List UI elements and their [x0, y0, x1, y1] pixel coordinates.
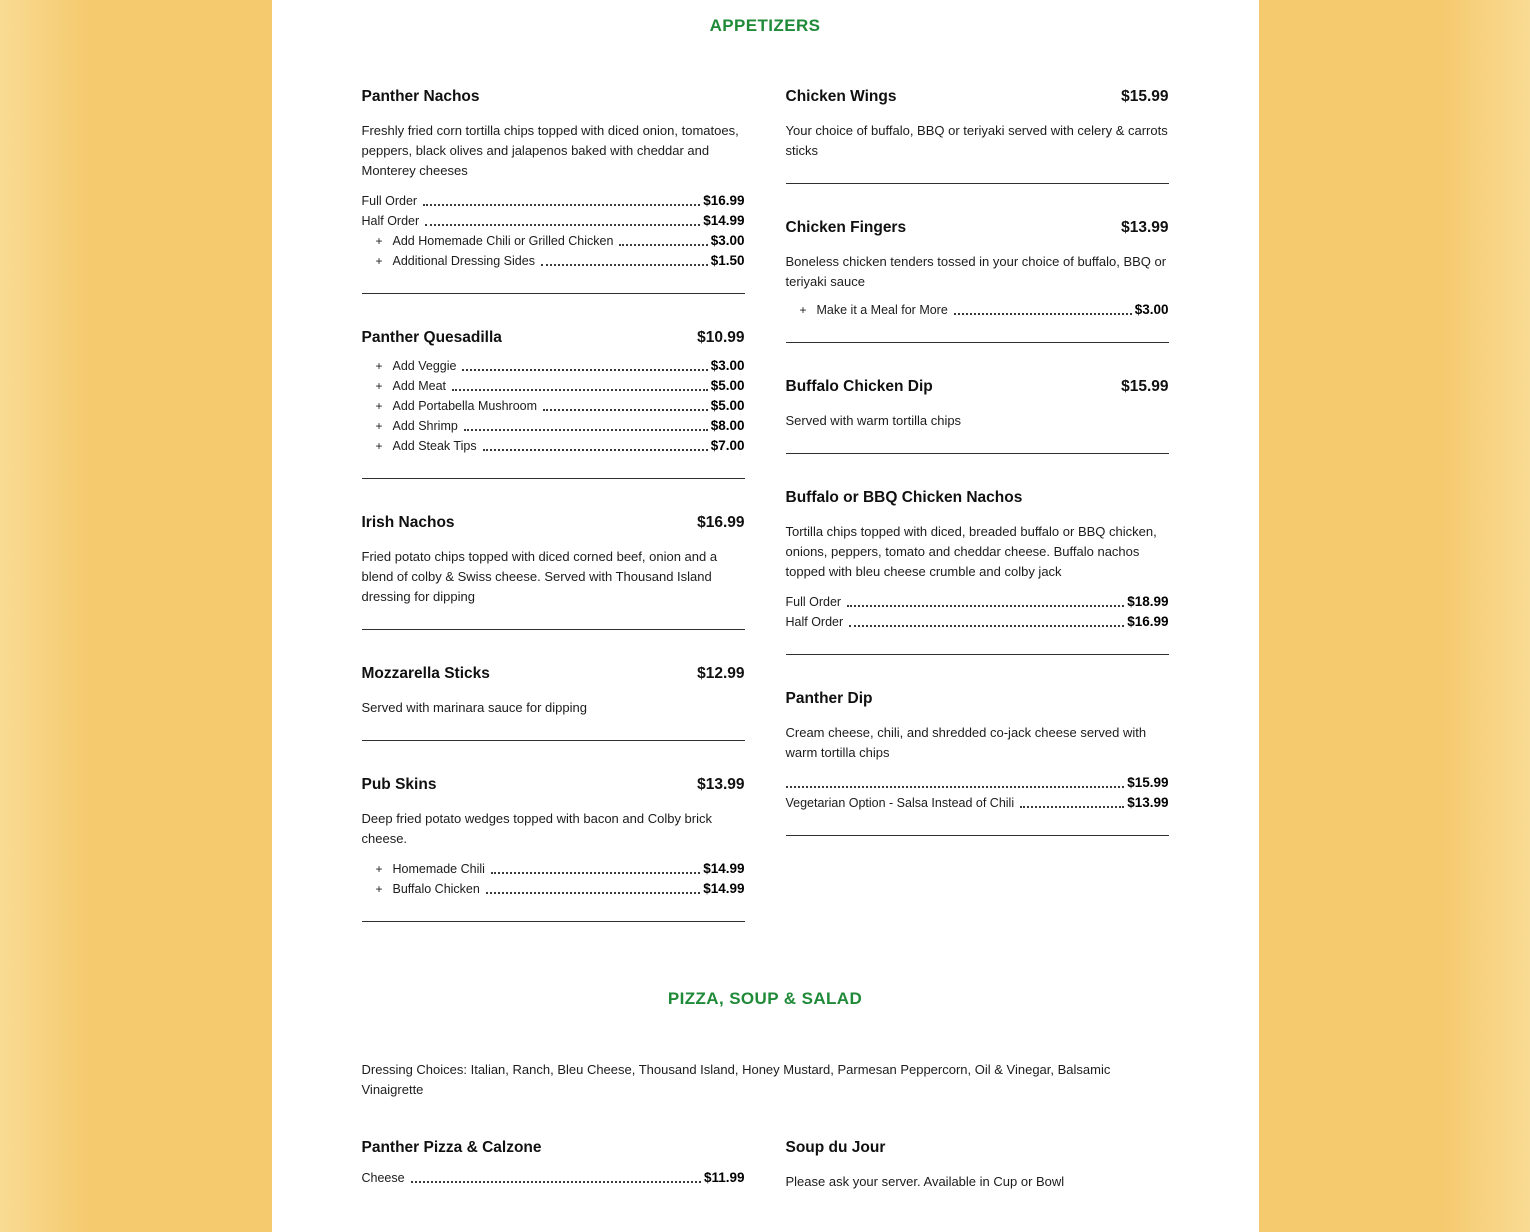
divider: [362, 478, 745, 479]
item-name: Chicken Fingers: [785, 219, 907, 236]
section-title-pizza-soup-salad: PIZZA, SOUP & SALAD: [667, 989, 863, 1008]
option-price: $14.99: [703, 881, 745, 896]
option-row: [362, 879, 745, 899]
option-label: Add Veggie: [392, 359, 457, 373]
dot-leader: [452, 389, 708, 391]
option-price: $3.00: [710, 358, 745, 373]
item-description: Your choice of buffalo, BBQ or teriyaki served with celery & carrots sticks: [785, 123, 1168, 158]
option-label: Buffalo Chicken: [392, 882, 480, 896]
dot-leader: [541, 264, 708, 266]
option-label: Add Shrimp: [392, 419, 458, 433]
divider: [786, 835, 1169, 836]
option-price: $15.99: [1127, 775, 1169, 790]
item-price: $15.99: [1121, 88, 1169, 105]
option-price: $16.99: [1127, 614, 1169, 629]
dot-leader: [847, 605, 1124, 607]
appetizers-columns: [362, 87, 1169, 922]
option-price: $3.00: [710, 233, 745, 248]
option-price: $7.00: [710, 438, 745, 453]
option-row: [786, 793, 1169, 813]
item-options: [786, 592, 1169, 632]
option-price: $18.99: [1127, 594, 1169, 609]
divider: [786, 654, 1169, 655]
option-label: Additional Dressing Sides: [392, 254, 535, 268]
dot-leader: [849, 625, 1124, 627]
item-header: [362, 775, 745, 795]
item-price: $15.99: [1121, 378, 1169, 395]
section-title-appetizers: APPETIZERS: [709, 16, 821, 35]
menu-item-panther-pizza-calzone: [362, 1138, 745, 1188]
dot-leader: [1020, 806, 1124, 808]
dot-leader: [954, 313, 1132, 315]
option-row: [362, 436, 745, 456]
plus-icon: +: [375, 379, 383, 393]
dot-leader: [423, 204, 700, 206]
option-price: $16.99: [703, 193, 745, 208]
pizza-right-column: [786, 1138, 1169, 1192]
dressing-choices-note: Dressing Choices: Italian, Ranch, Bleu Cheese, Thousand Island, Honey Mustard, Parmesan Peppercorn, Oil & Vinegar, Balsamic Vinaigrette: [361, 1062, 1111, 1097]
item-header: [362, 328, 745, 348]
plus-icon: +: [375, 399, 383, 413]
item-price: $13.99: [697, 776, 745, 793]
option-label: Add Steak Tips: [392, 439, 477, 453]
item-description: Tortilla chips topped with diced, breaded buffalo or BBQ chicken, onions, peppers, tomato and cheddar cheese. Buffalo nachos topped with bleu cheese crumble and colby jack: [785, 524, 1157, 579]
item-name: Buffalo Chicken Dip: [785, 378, 933, 395]
option-row: [362, 231, 745, 251]
item-options: [362, 356, 745, 456]
option-label: Homemade Chili: [392, 862, 485, 876]
dot-leader: [619, 244, 707, 246]
option-row: [786, 773, 1169, 793]
dot-leader: [491, 872, 700, 874]
item-name: Mozzarella Sticks: [361, 665, 490, 682]
option-label: Full Order: [785, 595, 842, 609]
option-row: [362, 396, 745, 416]
menu-item-chicken-fingers: [786, 218, 1169, 343]
plus-icon: +: [375, 359, 383, 373]
pizza-columns: [362, 1138, 1169, 1192]
plus-icon: +: [375, 419, 383, 433]
option-price: $14.99: [703, 213, 745, 228]
option-label: Vegetarian Option - Salsa Instead of Chili: [785, 796, 1015, 810]
section-appetizers: [362, 0, 1169, 922]
dot-leader: [425, 224, 700, 226]
menu-item-panther-quesadilla: [362, 328, 745, 479]
item-name: Pub Skins: [361, 776, 437, 793]
option-price: $1.50: [710, 253, 745, 268]
appetizers-right-column: [786, 87, 1169, 836]
option-price: $11.99: [703, 1170, 745, 1185]
divider: [786, 183, 1169, 184]
item-name: Panther Nachos: [361, 88, 480, 105]
plus-icon: +: [375, 862, 383, 876]
item-header: [786, 1138, 1169, 1158]
option-row: [362, 191, 745, 211]
menu-item-buffalo-chicken-dip: [786, 377, 1169, 454]
option-row: [786, 612, 1169, 632]
option-row: [786, 300, 1169, 320]
item-name: Panther Quesadilla: [361, 329, 502, 346]
item-description: Please ask your server. Available in Cup or Bowl: [785, 1174, 1065, 1189]
dot-leader: [786, 786, 1125, 788]
option-label: Add Portabella Mushroom: [392, 399, 538, 413]
item-price: $12.99: [697, 665, 745, 682]
pizza-left-column: [362, 1138, 745, 1188]
item-price: $16.99: [697, 514, 745, 531]
divider: [362, 740, 745, 741]
item-header: [362, 1138, 745, 1158]
divider: [362, 921, 745, 922]
menu-item-buffalo-bbq-chicken-nachos: [786, 488, 1169, 655]
item-header: [786, 218, 1169, 238]
plus-icon: +: [375, 439, 383, 453]
item-options: [786, 300, 1169, 320]
dot-leader: [483, 449, 708, 451]
item-name: Soup du Jour: [785, 1139, 886, 1156]
menu-page: [272, 0, 1259, 1232]
option-label: Make it a Meal for More: [816, 303, 948, 317]
item-header: [786, 377, 1169, 397]
item-header: [362, 87, 745, 107]
menu-item-pub-skins: [362, 775, 745, 922]
item-name: Irish Nachos: [361, 514, 455, 531]
dot-leader: [411, 1181, 701, 1183]
item-options: [786, 773, 1169, 813]
plus-icon: +: [375, 254, 383, 268]
plus-icon: +: [375, 882, 383, 896]
option-price: $5.00: [710, 378, 745, 393]
menu-item-chicken-wings: [786, 87, 1169, 184]
option-label: Add Homemade Chili or Grilled Chicken: [392, 234, 614, 248]
item-description: Served with marinara sauce for dipping: [361, 700, 587, 715]
menu-item-mozzarella-sticks: [362, 664, 745, 741]
divider: [362, 293, 745, 294]
dot-leader: [464, 429, 708, 431]
item-description: Boneless chicken tenders tossed in your choice of buffalo, BBQ or teriyaki sauce: [785, 254, 1167, 289]
section-pizza-soup-salad: [362, 990, 1169, 1192]
appetizers-left-column: [362, 87, 745, 922]
option-row: [362, 211, 745, 231]
option-price: $5.00: [710, 398, 745, 413]
menu-item-soup-du-jour: [786, 1138, 1169, 1192]
option-label: Add Meat: [392, 379, 447, 393]
item-price: $10.99: [697, 329, 745, 346]
item-description: Cream cheese, chili, and shredded co-jack cheese served with warm tortilla chips: [785, 725, 1147, 760]
item-price: $13.99: [1121, 219, 1169, 236]
option-price: $8.00: [710, 418, 745, 433]
divider: [786, 342, 1169, 343]
item-header: [362, 513, 745, 533]
option-row: [362, 1168, 745, 1188]
option-row: [362, 356, 745, 376]
dot-leader: [543, 409, 708, 411]
menu-item-irish-nachos: [362, 513, 745, 630]
option-label: Cheese: [361, 1171, 405, 1185]
option-row: [362, 416, 745, 436]
item-options: [362, 191, 745, 271]
option-row: [362, 859, 745, 879]
menu-item-panther-dip: [786, 689, 1169, 836]
item-header: [786, 689, 1169, 709]
item-options: [362, 1168, 745, 1188]
option-price: $3.00: [1134, 302, 1169, 317]
dot-leader: [462, 369, 707, 371]
option-row: [786, 592, 1169, 612]
option-price: $14.99: [703, 861, 745, 876]
plus-icon: +: [375, 234, 383, 248]
option-row: [362, 251, 745, 271]
item-header: [786, 87, 1169, 107]
item-description: Served with warm tortilla chips: [785, 413, 962, 428]
item-header: [362, 664, 745, 684]
item-name: Buffalo or BBQ Chicken Nachos: [785, 489, 1023, 506]
option-row: [362, 376, 745, 396]
option-label: Half Order: [361, 214, 420, 228]
dot-leader: [486, 892, 700, 894]
item-header: [786, 488, 1169, 508]
item-name: Chicken Wings: [785, 88, 897, 105]
option-price: $13.99: [1127, 795, 1169, 810]
divider: [362, 629, 745, 630]
item-name: Panther Dip: [785, 690, 873, 707]
item-description: Deep fried potato wedges topped with bacon and Colby brick cheese.: [361, 811, 712, 846]
plus-icon: +: [799, 303, 807, 317]
divider: [786, 453, 1169, 454]
option-label: Half Order: [785, 615, 844, 629]
item-name: Panther Pizza & Calzone: [361, 1139, 542, 1156]
item-description: Fried potato chips topped with diced corned beef, onion and a blend of colby & Swiss cheese. Served with Thousand Island dressing for dipping: [361, 549, 718, 604]
item-options: [362, 859, 745, 899]
option-label: Full Order: [361, 194, 418, 208]
item-description: Freshly fried corn tortilla chips topped with diced onion, tomatoes, peppers, black olives and jalapenos baked with cheddar and Monterey cheeses: [361, 123, 739, 178]
menu-item-panther-nachos: [362, 87, 745, 294]
